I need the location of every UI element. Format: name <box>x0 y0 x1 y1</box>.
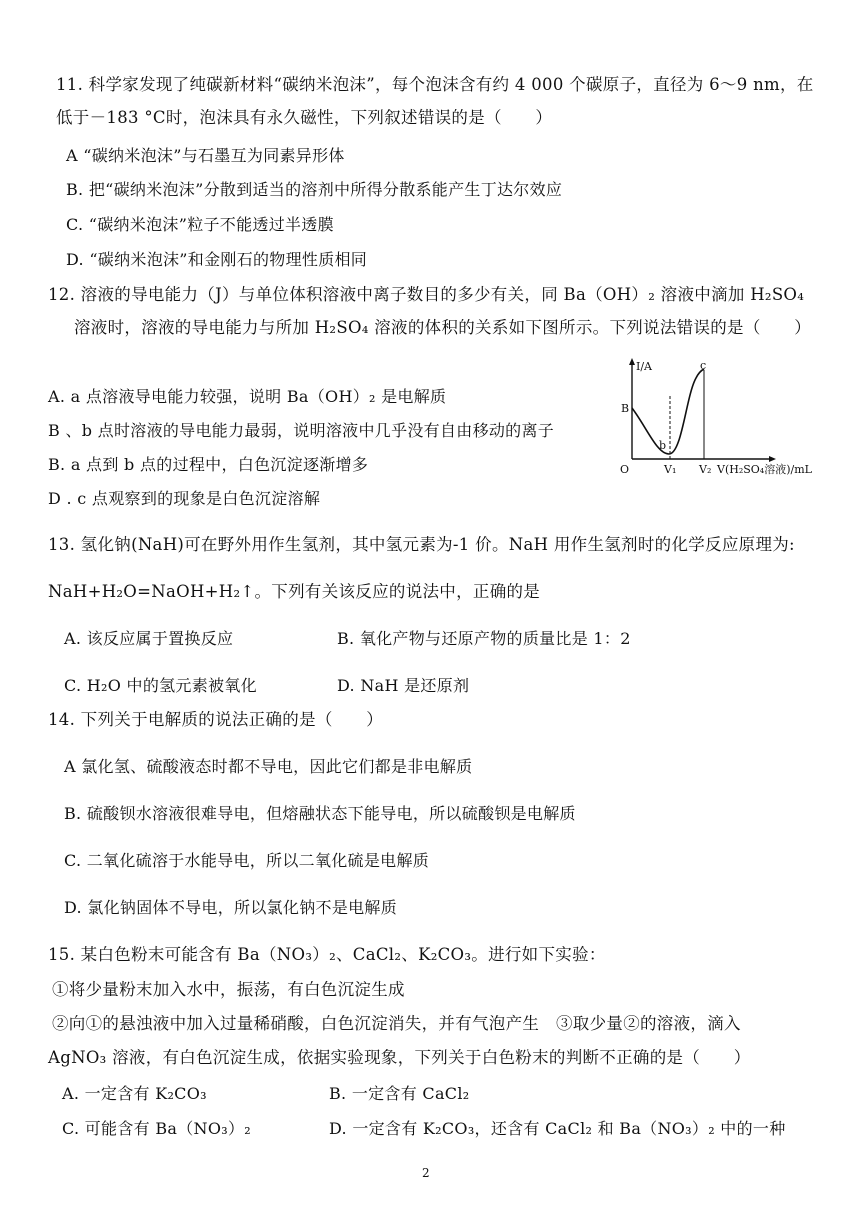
q13-option-d: D. NaH 是还原剂 <box>337 676 470 695</box>
q11-option-a: A “碳纳米泡沫”与石墨互为同素异形体 <box>66 146 345 165</box>
q14-option-d: D. 氯化钠固体不导电，所以氯化钠不是电解质 <box>64 898 398 917</box>
q15-step1: ①将少量粉末加入水中，振荡，有白色沉淀生成 <box>52 980 405 999</box>
x-axis-label: V(H₂SO₄溶液)/mL <box>717 463 812 476</box>
q13-option-c: C. H₂O 中的氢元素被氧化 <box>64 676 257 695</box>
v1-label: V₁ <box>664 463 677 476</box>
v2-label: V₂ <box>699 463 712 476</box>
point-a-label: B <box>621 402 630 415</box>
q14-option-a: A 氯化氢、硫酸液态时都不导电，因此它们都是非电解质 <box>64 757 473 776</box>
q11-option-b: B. 把“碳纳米泡沫”分散到适当的溶剂中所得分散系能产生丁达尔效应 <box>66 180 563 199</box>
q13-stem-line2: NaH+H₂O=NaOH+H₂↑。下列有关该反应的说法中，正确的是 <box>48 582 541 601</box>
q13-option-a: A. 该反应属于置换反应 <box>64 629 234 648</box>
q12-option-d: D . c 点观察到的现象是白色沉淀溶解 <box>48 489 321 508</box>
q11-option-c: C. “碳纳米泡沫”粒子不能透过半透膜 <box>66 215 334 234</box>
q14-option-c: C. 二氧化硫溶于水能导电，所以二氧化硫是电解质 <box>64 851 430 870</box>
point-b-label: b <box>659 439 667 452</box>
q15-option-b: B. 一定含有 CaCl₂ <box>329 1084 470 1103</box>
q12-option-a: A. a 点溶液导电能力较强，说明 Ba（OH）₂ 是电解质 <box>48 387 447 406</box>
q14-option-b: B. 硫酸钡水溶液很难导电，但熔融状态下能导电，所以硫酸钡是电解质 <box>64 804 576 823</box>
q14-stem: 14. 下列关于电解质的说法正确的是（ ） <box>48 710 384 729</box>
q13-stem-line1: 13. 氢化钠(NaH)可在野外用作生氢剂，其中氢元素为-1 价。NaH 用作生氢剂时的化学反应原理为: <box>48 535 795 554</box>
page-number: 2 <box>422 1166 430 1180</box>
q13-option-b: B. 氧化产物与还原产物的质量比是 1：2 <box>337 629 631 648</box>
q11-stem-line1: 11. 科学家发现了纯碳新材料“碳纳米泡沫”，每个泡沫含有约 4 000 个碳原子，直径为 6～9 nm，在 <box>56 75 814 94</box>
point-c-label: c <box>700 359 707 372</box>
y-axis-label: I/A <box>636 360 652 373</box>
q15-option-c: C. 可能含有 Ba（NO₃）₂ <box>62 1119 251 1138</box>
q12-stem-line1: 12. 溶液的导电能力（J）与单位体积溶液中离子数目的多少有关，同 Ba（OH）₂ 溶液中滴加 H₂SO₄ <box>48 285 805 304</box>
origin-label: O <box>620 463 630 476</box>
q15-stem-last: AgNO₃ 溶液，有白色沉淀生成，依据实验现象，下列关于白色粉末的判断不正确的是（ ） <box>48 1048 751 1067</box>
q11-option-d: D. “碳纳米泡沫”和金刚石的物理性质相同 <box>66 250 368 269</box>
q12-option-b: B 、b 点时溶液的导电能力最弱，说明溶液中几乎没有自由移动的离子 <box>48 421 555 440</box>
q15-step2: ②向①的悬浊液中加入过量稀硝酸，白色沉淀消失，并有气泡产生 ③取少量②的溶液，滴入 <box>52 1014 741 1033</box>
q12-stem-line2: 溶液时，溶液的导电能力与所加 H₂SO₄ 溶液的体积的关系如下图所示。下列说法错误的是（ ） <box>74 318 812 337</box>
q15-stem-line1: 15. 某白色粉末可能含有 Ba（NO₃）₂、CaCl₂、K₂CO₃。进行如下实验： <box>48 945 606 964</box>
conductivity-graph <box>612 356 837 491</box>
x-axis-arrow-icon <box>769 456 776 462</box>
q11-stem-line2: 低于－183 °C时，泡沫具有永久磁性，下列叙述错误的是（ ） <box>56 108 553 127</box>
y-axis-arrow-icon <box>629 358 635 365</box>
q12-option-c: B. a 点到 b 点的过程中，白色沉淀逐渐增多 <box>48 455 369 474</box>
q15-option-d: D. 一定含有 K₂CO₃，还含有 CaCl₂ 和 Ba（NO₃）₂ 中的一种 <box>329 1119 786 1138</box>
q15-option-a: A. 一定含有 K₂CO₃ <box>62 1084 207 1103</box>
conductivity-curve <box>632 369 704 454</box>
